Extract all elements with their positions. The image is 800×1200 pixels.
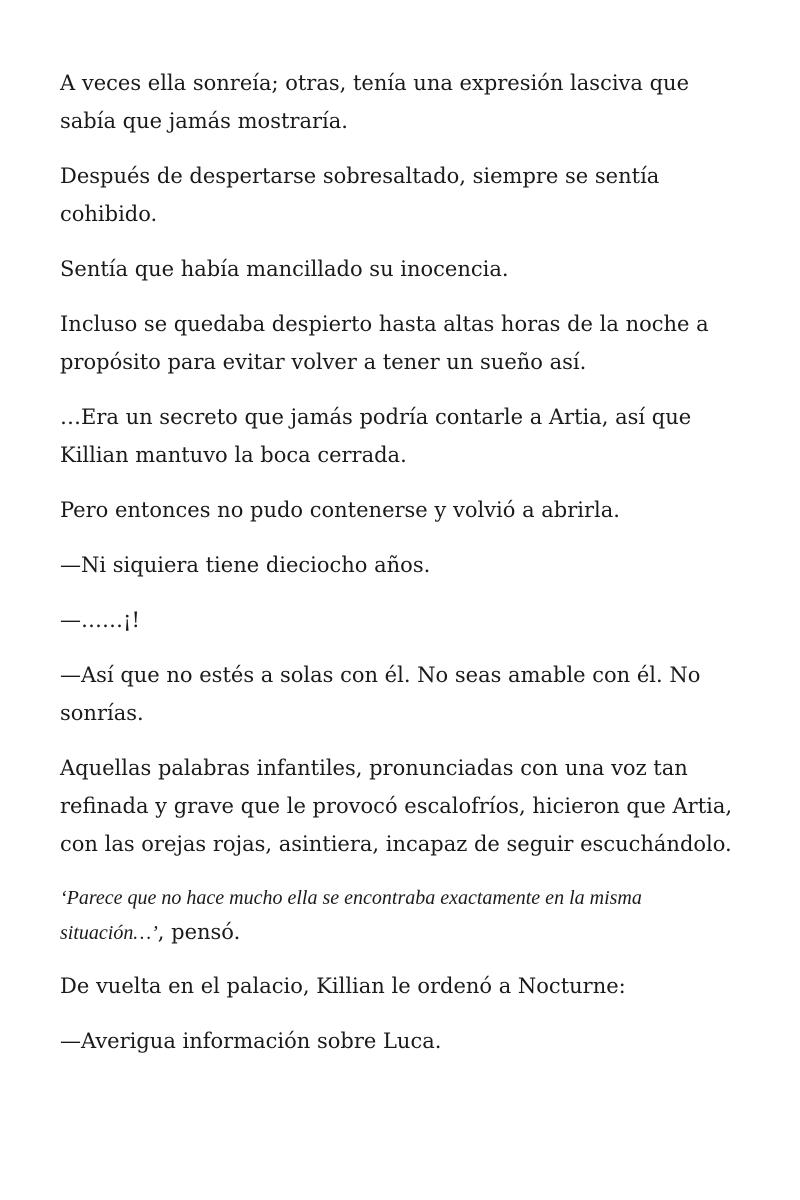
dialogue-3: —Así que no estés a solas con él. No seas amable con él. No sonrías. bbox=[60, 663, 701, 725]
paragraph-4: Incluso se quedaba despierto hasta altas horas de la noche a propósito para evitar volver a tener un sueño así. bbox=[60, 312, 709, 374]
page-text bbox=[60, 64, 750, 1077]
paragraph-2: Después de despertarse sobresaltado, siempre se sentía cohibido. bbox=[60, 164, 660, 226]
thought-paragraph bbox=[60, 880, 750, 950]
paragraph-8: De vuelta en el palacio, Killian le ordenó a Nocturne: bbox=[60, 974, 626, 998]
dialogue-4: —Averigua información sobre Luca. bbox=[60, 1029, 442, 1053]
paragraph-3: Sentía que había mancillado su inocencia. bbox=[60, 257, 509, 281]
paragraph-6: Pero entonces no pudo contenerse y volvió a abrirla. bbox=[60, 498, 620, 522]
dialogue-2: —……¡! bbox=[60, 608, 140, 632]
paragraph-5: …Era un secreto que jamás podría contarle a Artia, así que Killian mantuvo la boca cerrada. bbox=[60, 405, 692, 467]
dialogue-1: —Ni siquiera tiene dieciocho años. bbox=[60, 553, 431, 577]
thought-suffix: , pensó. bbox=[157, 920, 241, 944]
paragraph-7: Aquellas palabras infantiles, pronunciadas con una voz tan refinada y grave que le provocó escalofríos, hicieron que Artia, con las orejas rojas, asintiera, incapaz de seguir escuchándolo. bbox=[60, 756, 733, 856]
paragraph-1: A veces ella sonreía; otras, tenía una expresión lasciva que sabía que jamás mostraría. bbox=[60, 71, 690, 133]
thought-italic: ‘Parece que no hace mucho ella se encontraba exactamente en la misma situación…’ bbox=[60, 887, 642, 944]
